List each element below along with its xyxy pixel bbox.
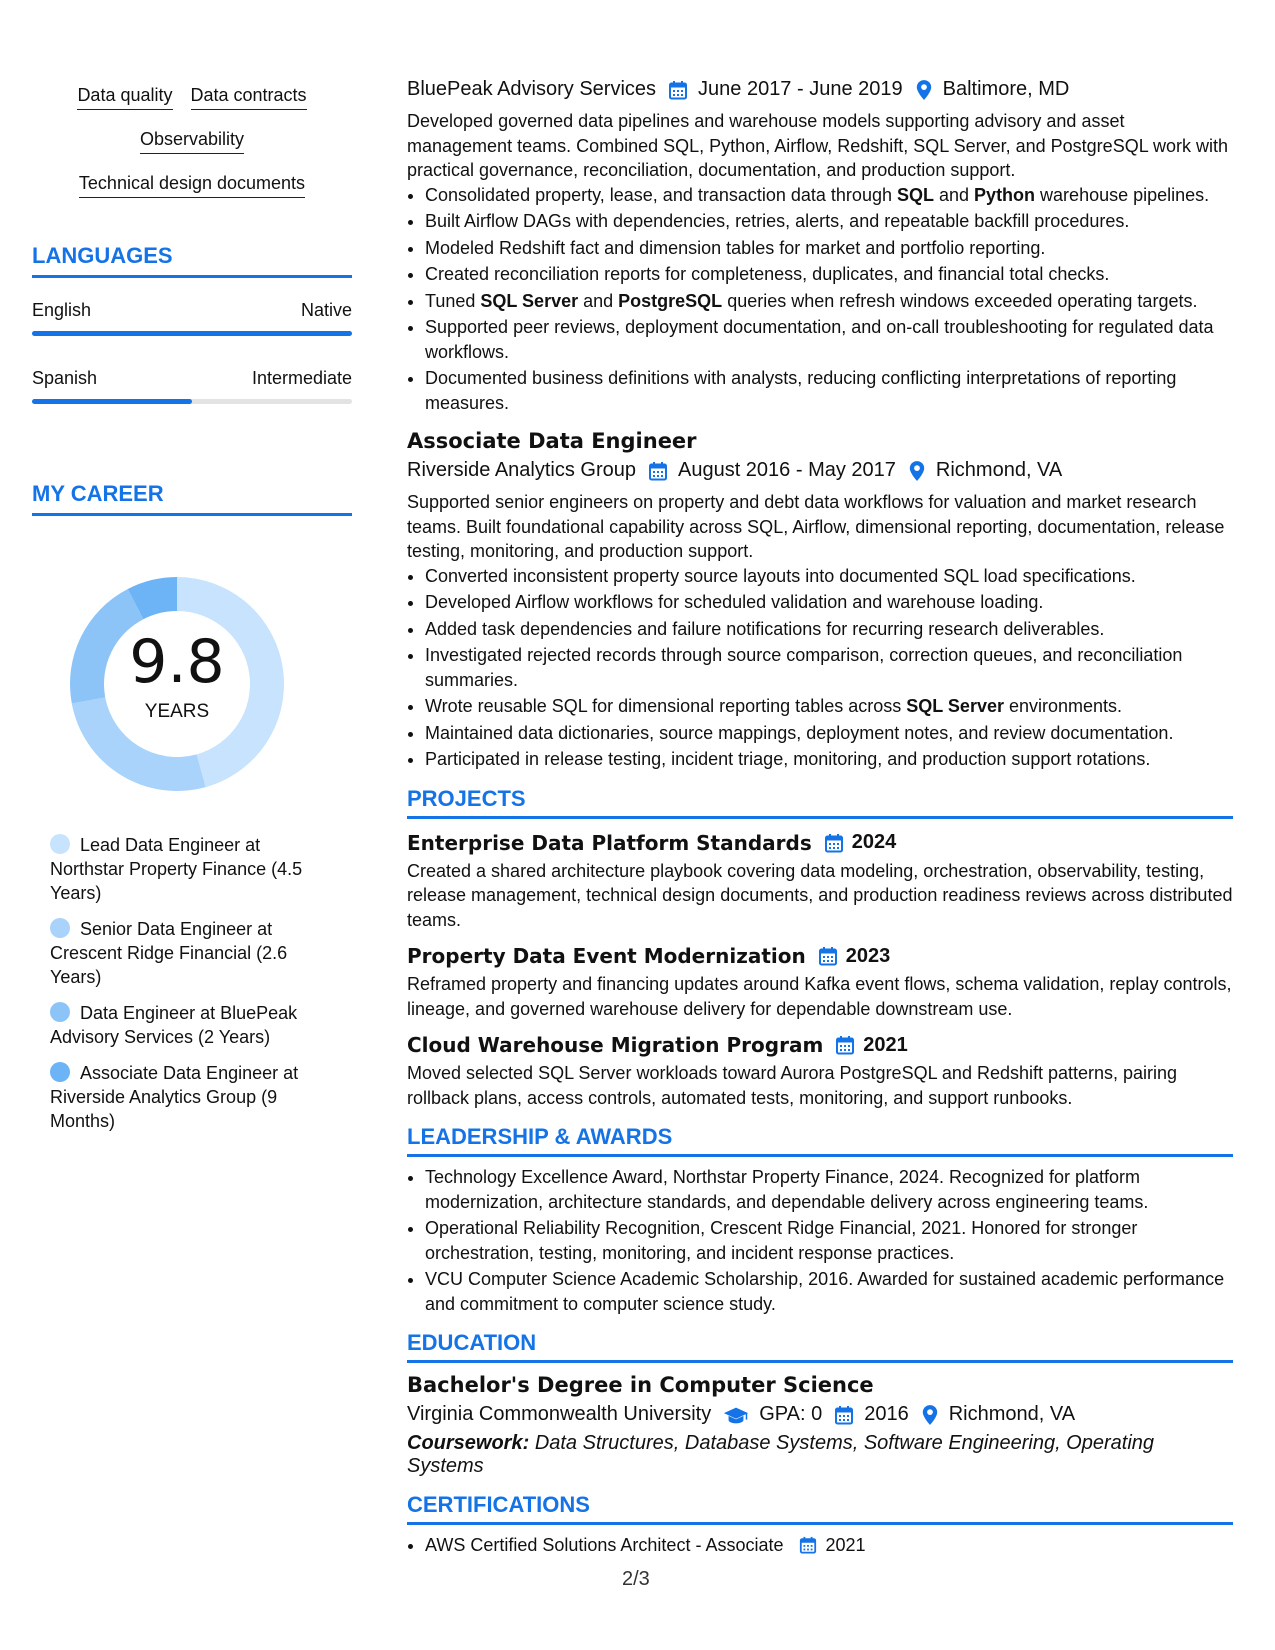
calendar-icon — [648, 461, 668, 481]
skill-tag: Data quality — [77, 84, 172, 110]
language-name: Spanish — [32, 368, 98, 388]
certification-name: AWS Certified Solutions Architect - Associate — [425, 1535, 784, 1555]
language-name: English — [32, 300, 92, 320]
education-year: 2016 — [864, 1403, 909, 1425]
award-item: • Operational Reliability Recognition, Crescent Ridge Financial, 2021. Honored for stronger orchestration, testing, monitoring, and incident response practices. — [425, 1216, 1233, 1265]
skill-tag: Technical design documents — [79, 172, 305, 198]
career-heading: MY CAREER — [32, 481, 352, 516]
calendar-icon — [799, 1536, 817, 1554]
calendar-icon — [834, 1405, 854, 1425]
legend-label: Data Engineer at BluePeak Advisory Services (2 Years) — [50, 1003, 298, 1047]
career-unit: YEARS — [144, 701, 210, 722]
language-bar-fill — [32, 399, 192, 404]
project-entry — [407, 944, 1233, 1021]
bullet-item: • Supported peer reviews, deployment documentation, and on-call troubleshooting for regulated data workflows. — [425, 315, 1233, 364]
graduation-cap-icon — [723, 1405, 749, 1425]
calendar-icon — [818, 946, 838, 966]
legend-item — [50, 833, 320, 905]
language-level: Intermediate — [251, 368, 352, 388]
bullet-item: • Added task dependencies and failure notifications for recurring research deliverables. — [425, 617, 1233, 642]
awards-heading: LEADERSHIP & AWARDS — [407, 1124, 1233, 1157]
project-year: 2024 — [851, 831, 897, 853]
job-bullets — [407, 564, 1233, 772]
job-title: Associate Data Engineer — [407, 429, 697, 453]
education-heading: EDUCATION — [407, 1330, 1233, 1363]
school-name: Virginia Commonwealth University — [407, 1403, 712, 1425]
experience-entry — [407, 78, 1233, 415]
awards-list — [407, 1165, 1233, 1316]
bullet-item: • Tuned SQL Server and PostgreSQL queries when refresh windows exceeded operating targets. — [425, 289, 1233, 314]
languages-heading: LANGUAGES — [32, 243, 352, 278]
project-year: 2021 — [863, 1033, 908, 1056]
bullet-item: • Maintained data dictionaries, source mappings, deployment notes, and review documentation. — [425, 721, 1233, 746]
company-name: Riverside Analytics Group — [407, 459, 636, 481]
skill-tag: Observability — [140, 128, 244, 154]
education-entry — [407, 1373, 1233, 1478]
legend-swatch — [50, 1062, 70, 1082]
job-dates: August 2016 - May 2017 — [677, 459, 896, 481]
project-entry — [407, 831, 1233, 933]
job-summary: Developed governed data pipelines and warehouse models supporting advisory and asset management teams. Combined SQL, Python, Airflow, Redshift, SQL Server, and PostgreSQL work with practical governance, reconciliation, documentation, and production support. — [407, 111, 1229, 180]
job-location: Richmond, VA — [935, 459, 1063, 481]
legend-item — [50, 917, 320, 989]
location-pin-icon — [908, 460, 926, 482]
language-item — [32, 300, 352, 336]
bullet-item: • Built Airflow DAGs with dependencies, retries, alerts, and repeatable backfill procedures. — [425, 209, 1233, 234]
bullet-item: • Consolidated property, lease, and transaction data through SQL and Python warehouse pipelines. — [425, 183, 1233, 208]
legend-swatch — [50, 1002, 70, 1022]
job-location: Baltimore, MD — [942, 78, 1070, 100]
education-location: Richmond, VA — [948, 1403, 1076, 1425]
project-entry — [407, 1033, 1233, 1110]
career-donut-chart — [65, 572, 289, 796]
language-bar-fill — [32, 331, 352, 336]
bullet-item: • Participated in release testing, incident triage, monitoring, and production support rotations. — [425, 747, 1233, 772]
legend-item — [50, 1001, 320, 1049]
page-number: 2/3 — [622, 1568, 650, 1590]
main-content — [407, 78, 1233, 1560]
career-legend — [50, 833, 320, 1145]
job-bullets — [407, 183, 1233, 416]
location-pin-icon — [915, 79, 933, 101]
job-summary: Supported senior engineers on property and debt data workflows for valuation and market research teams. Built foundational capability across SQL, Airflow, dimensional reporting, documentation, release testing, monitoring, and production support. — [407, 492, 1225, 561]
bullet-item: • Wrote reusable SQL for dimensional reporting tables across SQL Server environments. — [425, 694, 1233, 719]
language-item — [32, 368, 352, 404]
legend-swatch — [50, 834, 70, 854]
project-desc: Reframed property and financing updates around Kafka event flows, schema validation, replay controls, lineage, and governed warehouse delivery for dependable downstream use. — [407, 974, 1232, 1019]
project-name: Enterprise Data Platform Standards — [407, 830, 812, 855]
job-dates: June 2017 - June 2019 — [698, 78, 903, 100]
calendar-icon — [668, 80, 688, 100]
location-pin-icon — [921, 1404, 939, 1426]
language-bar — [32, 399, 352, 404]
bullet-item: • Investigated rejected records through source comparison, correction queues, and reconciliation summaries. — [425, 643, 1233, 692]
skill-tag: Data contracts — [191, 84, 307, 110]
legend-item — [50, 1061, 320, 1133]
certifications-list — [407, 1533, 1233, 1558]
award-item: • VCU Computer Science Academic Scholarship, 2016. Awarded for sustained academic performance and commitment to computer science study. — [425, 1267, 1233, 1316]
project-year: 2023 — [845, 944, 891, 967]
award-item: • Technology Excellence Award, Northstar Property Finance, 2024. Recognized for platform modernization, architecture standards, and dependable delivery across engineering teams. — [425, 1165, 1233, 1214]
calendar-icon — [824, 833, 844, 853]
bullet-item: • Developed Airflow workflows for scheduled validation and warehouse loading. — [425, 590, 1233, 615]
calendar-icon — [835, 1035, 855, 1055]
project-name: Cloud Warehouse Migration Program — [407, 1033, 824, 1057]
coursework-label: Coursework: — [407, 1432, 530, 1454]
projects-heading: PROJECTS — [407, 786, 1233, 819]
project-name: Property Data Event Modernization — [407, 944, 806, 968]
legend-label: Associate Data Engineer at Riverside Analytics Group (9 Months) — [50, 1063, 299, 1131]
skills-list — [32, 84, 352, 216]
language-bar — [32, 331, 352, 336]
company-name: BluePeak Advisory Services — [407, 78, 657, 100]
coursework-list: Data Structures, Database Systems, Software Engineering, Operating Systems — [407, 1432, 1155, 1477]
bullet-item: • Converted inconsistent property source layouts into documented SQL load specifications. — [425, 564, 1233, 589]
experience-entry — [407, 429, 1233, 772]
certification-item — [425, 1533, 1233, 1558]
legend-label: Lead Data Engineer at Northstar Property Finance (4.5 Years) — [50, 835, 303, 903]
certifications-heading: CERTIFICATIONS — [407, 1492, 1233, 1525]
bullet-item: • Documented business definitions with analysts, reducing conflicting interpretations of reporting measures. — [425, 366, 1233, 415]
bullet-item: • Created reconciliation reports for completeness, duplicates, and financial total checks. — [425, 262, 1233, 287]
project-desc: Created a shared architecture playbook covering data modeling, orchestration, observability, testing, release management, technical design documents, and production readiness reviews across distributed teams. — [407, 860, 1233, 930]
legend-label: Senior Data Engineer at Crescent Ridge Financial (2.6 Years) — [50, 919, 288, 987]
bullet-item: • Modeled Redshift fact and dimension tables for market and portfolio reporting. — [425, 236, 1233, 261]
coursework — [407, 1432, 1233, 1478]
project-desc: Moved selected SQL Server workloads toward Aurora PostgreSQL and Redshift patterns, pairing rollback plans, access controls, automated tests, monitoring, and support runbooks. — [407, 1063, 1178, 1108]
degree: Bachelor's Degree in Computer Science — [407, 1373, 874, 1397]
legend-swatch — [50, 918, 70, 938]
language-level: Native — [300, 300, 352, 320]
career-total: 9.8 — [129, 627, 225, 697]
certification-year: 2021 — [825, 1535, 866, 1555]
gpa: GPA: 0 — [759, 1403, 823, 1425]
